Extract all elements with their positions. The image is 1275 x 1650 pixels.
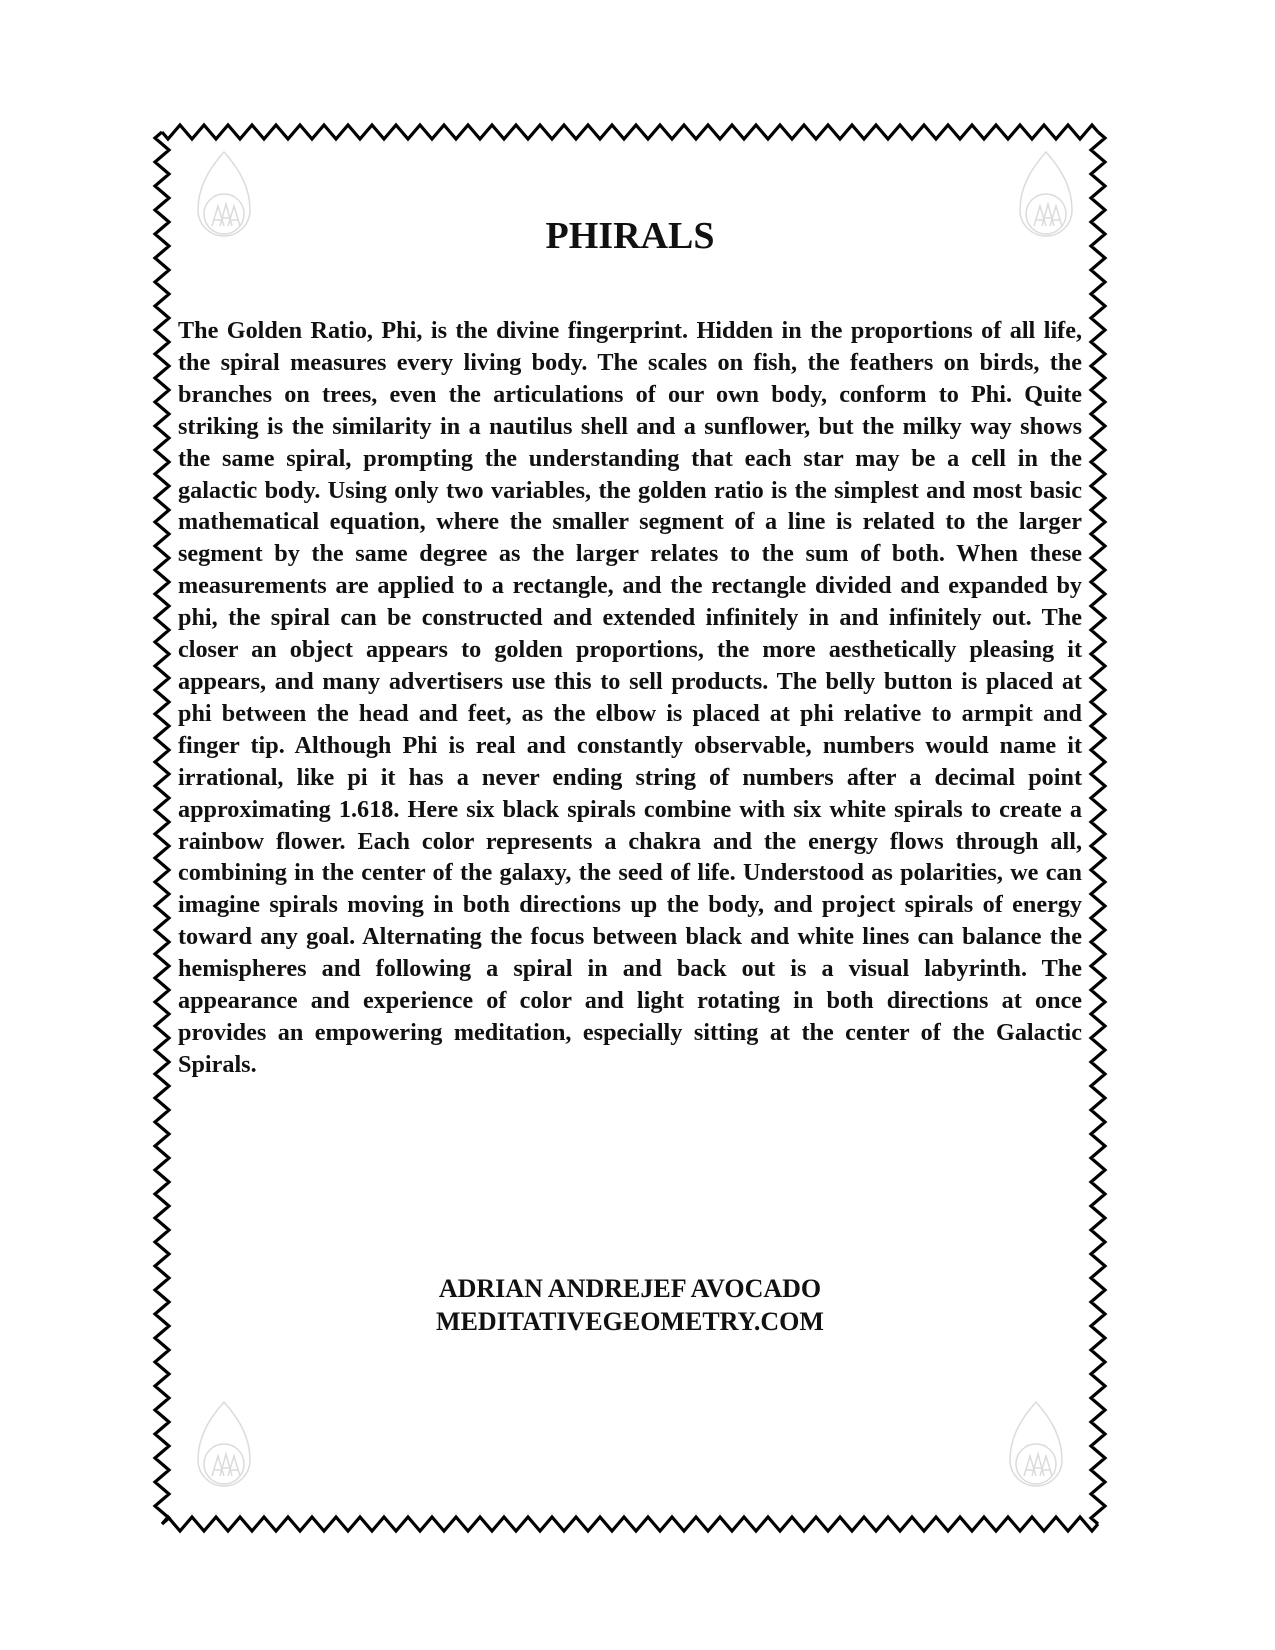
page-title: PHIRALS	[545, 215, 715, 257]
border-edge-bottom	[162, 1517, 1098, 1531]
page-frame	[150, 120, 1110, 1536]
author-name: ADRIAN ANDREJEF AVOCADO	[438, 1274, 822, 1303]
website-url: MEDITATIVEGEOMETRY.COM	[436, 1307, 824, 1336]
body-paragraph: The Golden Ratio, Phi, is the divine fingerprint. Hidden in the proportions of all life, the spiral measures every living body. The scales on fish, the feathers on birds, the branches on trees, even the articulations of our own body, conform to Phi. Quite striking is the similarity in a nautilus shell and a sunflower, but the milky way shows the same spiral, prompting the understanding that each star may be a cell in the galactic body. Using only two variables, the golden ratio is the simplest and most basic mathematical equation, where the smaller segment of a line is related to the larger segment by the same degree as the larger relates to the sum of both. When these measurements are applied to a rectangle, and the rectangle divided and expanded by phi, the spiral can be constructed and extended infinitely in and infinitely out. The closer an object appears to golden proportions, the more aesthetically pleasing it appears, and many advertisers use this to sell products. The belly button is placed at phi between the head and feet, as the elbow is placed at phi relative to armpit and finger tip. Although Phi is real and constantly observable, numbers would name it irrational, like pi it has a never ending string of numbers after a decimal point approximating 1.618. Here six black spirals combine with six white spirals to create a rainbow flower. Each color represents a chakra and the energy flows through all, combining in the center of the galaxy, the seed of life. Understood as polarities, we can imagine spirals moving in both directions up the body, and project spirals of energy toward any goal. Alternating the focus between black and white lines can balance the hemispheres and following a spiral in and back out is a visual labyrinth. The appearance and experience of color and light rotating in both directions at once provides an empowering meditation, especially sitting at the center of the Galactic Spirals.	[178, 317, 1082, 1078]
aaa-monogram-icon	[188, 1398, 260, 1506]
footer-credits	[150, 1272, 1110, 1338]
border-edge-top	[162, 125, 1098, 139]
aaa-monogram-icon	[1000, 1398, 1072, 1506]
